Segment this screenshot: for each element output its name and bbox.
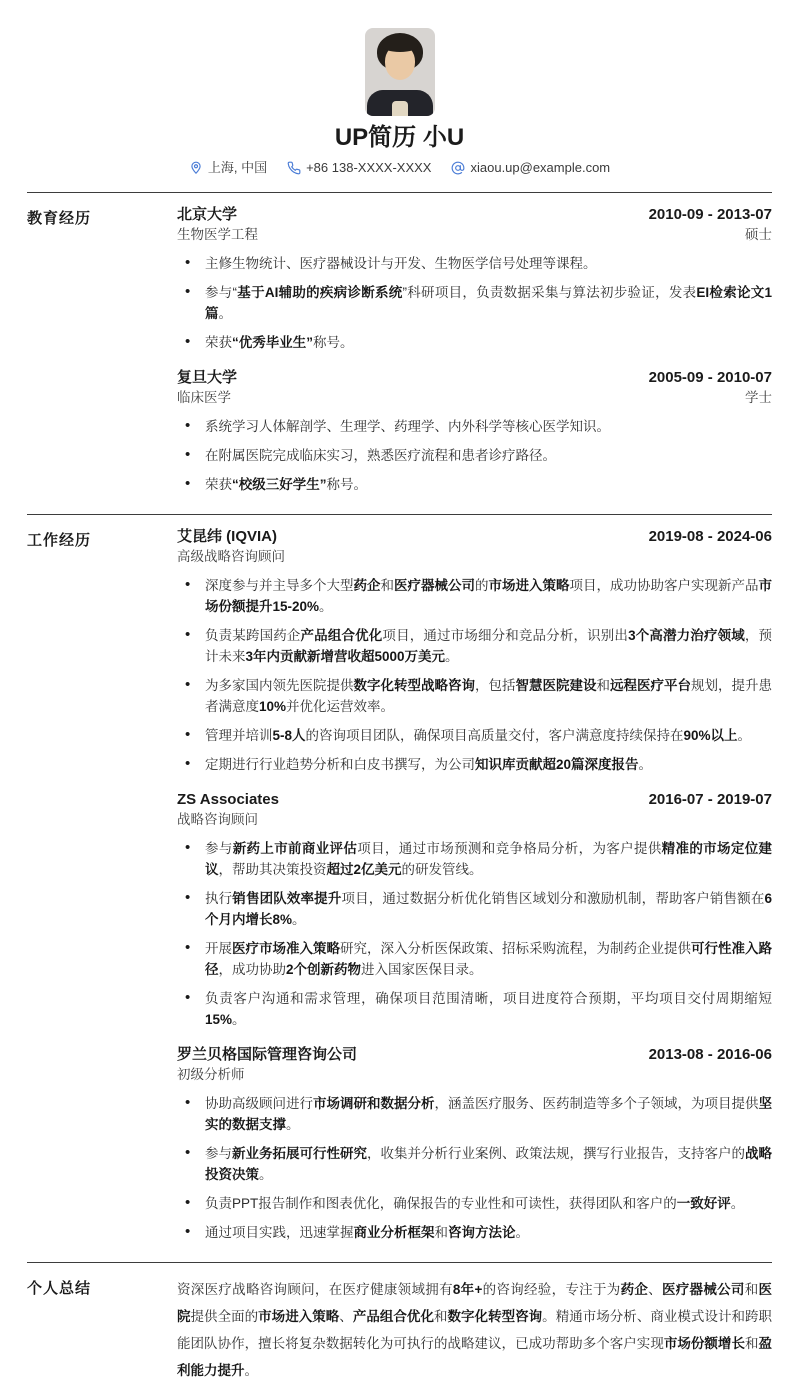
section-body: [177, 205, 772, 510]
bullet-item: [177, 938, 772, 980]
summary-paragraph: [177, 1275, 772, 1384]
bold-text: 90%以上: [683, 728, 738, 743]
contact-item: [287, 159, 431, 177]
text: 为多家国内领先医院提供: [205, 678, 354, 693]
email-icon: [451, 161, 465, 175]
text: 通过项目实践，迅速掌握: [205, 1225, 354, 1240]
text: 并优化运营效率。: [286, 699, 395, 714]
text: 系统学习人体解剖学、生理学、药理学、内外科学等核心医学知识。: [205, 419, 610, 434]
text: 提供全面的: [190, 1309, 259, 1324]
bullet-item: [177, 253, 772, 274]
bullet-item: [177, 1193, 772, 1214]
text: 荣获: [205, 477, 232, 492]
entry-subtitle-row: [177, 1065, 772, 1085]
text: ，涵盖医疗服务、医药制造等多个子领域，为项目提供: [434, 1096, 759, 1111]
text: 深度参与并主导多个大型: [205, 578, 354, 593]
bold-text: 数字化转型咨询: [447, 1309, 543, 1324]
bold-text: 5-8人: [272, 728, 306, 743]
bold-text: 10%: [259, 699, 287, 714]
bullet-item: [177, 838, 772, 880]
bold-text: 药企: [620, 1282, 649, 1297]
text: 管理并培训: [205, 728, 273, 743]
bullet-item: [177, 416, 772, 437]
text: ”科研项目，负责数据采集与算法初步验证，发表: [402, 285, 697, 300]
entry-title: 北京大学: [177, 206, 238, 223]
contact-row: [0, 159, 799, 177]
text: 参与: [205, 841, 233, 856]
entry-head: [177, 205, 772, 225]
text: 开展: [205, 941, 232, 956]
text: ，成功协助: [218, 962, 286, 977]
entry-title: 艾昆纬 (IQVIA): [177, 528, 277, 545]
phone-icon: [287, 161, 301, 175]
bold-text: 3个高潜力治疗领域: [628, 628, 745, 643]
text: 资深医疗战略咨询顾问，在医疗健康领域拥有: [177, 1282, 453, 1297]
bullet-list: [177, 575, 772, 775]
bullet-item: [177, 1093, 772, 1135]
bullet-item: [177, 725, 772, 746]
entry-degree: 学士: [745, 390, 772, 405]
bold-text: 8年+: [452, 1282, 483, 1297]
text: 负责某跨国药企: [205, 628, 301, 643]
text: 。: [232, 1012, 246, 1027]
section: [27, 514, 772, 1262]
bullet-item: [177, 675, 772, 717]
text: 。: [319, 599, 333, 614]
text: 。: [445, 649, 459, 664]
bullet-item: [177, 474, 772, 495]
bullet-item: [177, 754, 772, 775]
bold-text: 医院: [177, 1282, 773, 1324]
section-body: [177, 1275, 772, 1384]
text: 。: [286, 1117, 300, 1132]
bold-text: 基于AI辅助的疾病诊断系统: [237, 285, 403, 300]
entry-title: 罗兰贝格国际管理咨询公司: [177, 1046, 358, 1063]
text: 项目，成功协助客户实现新产品: [569, 578, 759, 593]
text: 。: [515, 1225, 529, 1240]
resume-header: [0, 0, 799, 192]
bullet-list: [177, 253, 772, 353]
bold-text: 2个创新药物: [286, 962, 362, 977]
text: 。: [259, 1167, 273, 1182]
entry: [177, 1045, 772, 1243]
entry-subtitle-row: [177, 388, 772, 408]
section-body: [177, 527, 772, 1258]
bold-text: 药企: [353, 578, 381, 593]
section-label: 工作经历: [27, 532, 92, 549]
text: ，包括: [475, 678, 516, 693]
entry-head: [177, 790, 772, 810]
text: 。精通市场分析、商业模式设计和跨职能团队协作，擅长将复杂数据转化为可执行的战略建议，已成功帮助多个客户实现: [177, 1309, 773, 1351]
text: ，收集并分析行业案例、政策法规，撰写行业报告，支持客户的: [367, 1146, 745, 1161]
bold-text: 3年内贡献新增营收超5000万美元: [245, 649, 446, 664]
bold-text: 咨询方法论: [448, 1225, 516, 1240]
text: ，预计未来: [205, 628, 773, 664]
bold-text: 市场调研和数据分析: [313, 1096, 435, 1111]
contact-item: [451, 159, 610, 177]
section-label: 个人总结: [27, 1280, 92, 1297]
text: 参与“: [205, 285, 238, 300]
text: 负责客户沟通和需求管理，确保项目范围清晰，项目进度符合预期，平均项目交付周期缩短: [205, 991, 772, 1006]
bold-text: 一致好评: [676, 1196, 731, 1211]
entry-degree: 硕士: [745, 227, 772, 242]
bold-text: 医疗器械公司: [661, 1282, 745, 1297]
bullet-item: [177, 1222, 772, 1243]
resume-sections: [0, 192, 799, 1388]
photo-fringe: [382, 40, 418, 52]
text: 的: [475, 578, 489, 593]
bold-text: 数字化转型战略咨询: [353, 678, 475, 693]
bullet-item: [177, 888, 772, 930]
entry-head: [177, 1045, 772, 1065]
entry-date: 2010-09 - 2013-07: [648, 206, 772, 223]
bullet-item: [177, 625, 772, 667]
bullet-list: [177, 416, 772, 495]
candidate-name: UP简历 小U: [334, 124, 465, 151]
contact-text: 上海, 中国: [207, 160, 268, 175]
text: 定期进行行业趋势分析和白皮书撰写，为公司: [205, 757, 475, 772]
text: 研究，深入分析医保政策、招标采购流程，为制药企业提供: [340, 941, 691, 956]
text: 和: [596, 678, 610, 693]
text: 和: [744, 1282, 759, 1297]
text: 。: [737, 728, 752, 743]
bold-text: 市场份额增长: [663, 1336, 745, 1351]
text: 、: [648, 1282, 662, 1297]
text: 和: [380, 578, 394, 593]
text: 的咨询项目团队，确保项目高质量交付，客户满意度持续保持在: [305, 728, 684, 743]
text: 和: [433, 1309, 448, 1324]
entry-head: [177, 368, 772, 388]
text: 协助高级顾问进行: [205, 1096, 313, 1111]
bold-text: “校级三好学生”: [232, 477, 327, 492]
entry-role: 临床医学: [177, 390, 231, 405]
text: 。: [292, 912, 306, 927]
text: 称号。: [326, 477, 367, 492]
entry: [177, 205, 772, 353]
text: 负责PPT报告制作和图表优化，确保报告的专业性和可读性，获得团队和客户的: [205, 1196, 677, 1211]
bold-text: 知识库贡献超20篇深度报告: [475, 757, 639, 772]
bold-text: 新业务拓展可行性研究: [232, 1146, 367, 1161]
bold-text: 商业分析框架: [353, 1225, 435, 1240]
text: 项目，通过数据分析优化销售区域划分和激励机制，帮助客户销售额在: [341, 891, 765, 906]
text: 的咨询经验，专注于为: [482, 1282, 621, 1297]
bold-text: EI检索论文1篇: [205, 285, 773, 321]
entry-role: 生物医学工程: [177, 227, 258, 242]
bold-text: 销售团队效率提升: [232, 891, 342, 906]
bold-text: “优秀毕业生”: [232, 335, 313, 350]
bold-text: 坚实的数据支撑: [205, 1096, 772, 1132]
bold-text: 盈利能力提升: [177, 1336, 773, 1378]
text: 进入国家医保目录。: [361, 962, 483, 977]
bold-text: 新药上市前商业评估: [232, 841, 358, 856]
entry-title: ZS Associates: [177, 791, 279, 808]
bold-text: 智慧医院建设: [515, 678, 597, 693]
profile-photo: [365, 28, 435, 116]
bold-text: 市场份额提升15-20%: [205, 578, 772, 614]
entry: [177, 368, 772, 495]
text: 、: [339, 1309, 353, 1324]
bold-text: 精准的市场定位建议: [205, 841, 773, 877]
text: 。: [218, 306, 232, 321]
entry-date: 2019-08 - 2024-06: [648, 528, 772, 545]
text: 称号。: [313, 335, 354, 350]
bullet-item: [177, 575, 772, 617]
bullet-item: [177, 988, 772, 1030]
contact-item: [189, 159, 267, 177]
text: 。: [244, 1363, 258, 1378]
entry-date: 2016-07 - 2019-07: [648, 791, 772, 808]
text: 荣获: [205, 335, 232, 350]
bold-text: 可行性准入路径: [205, 941, 772, 977]
bold-text: 产品组合优化: [352, 1309, 434, 1324]
bold-text: 6个月内增长8%: [205, 891, 773, 927]
section: [27, 192, 772, 514]
bullet-item: [177, 332, 772, 353]
text: ，帮助其决策投资: [218, 862, 327, 877]
text: 和: [744, 1336, 759, 1351]
text: 的研发管线。: [401, 862, 483, 877]
entry-role: 高级战略咨询顾问: [177, 549, 285, 564]
bold-text: 15%: [205, 1012, 233, 1027]
entry-role: 战略咨询顾问: [177, 812, 258, 827]
bullet-list: [177, 1093, 772, 1243]
bold-text: 医疗器械公司: [394, 578, 475, 593]
bold-text: 远程医疗平台: [610, 678, 691, 693]
contact-text: +86 138-XXXX-XXXX: [306, 160, 432, 175]
entry-role: 初级分析师: [177, 1067, 245, 1082]
entry: [177, 527, 772, 775]
entry-date: 2013-08 - 2016-06: [648, 1046, 772, 1063]
text: 主修生物统计、医疗器械设计与开发、生物医学信号处理等课程。: [205, 256, 597, 271]
text: 参与: [205, 1146, 232, 1161]
bold-text: 超过2亿美元: [326, 862, 402, 877]
text: 项目，通过市场细分和竞品分析，识别出: [382, 628, 629, 643]
entry-date: 2005-09 - 2010-07: [648, 369, 772, 386]
location-icon: [189, 161, 203, 175]
bullet-item: [177, 1143, 772, 1185]
text: 。: [638, 757, 653, 772]
photo-shirt: [392, 101, 408, 116]
entry-subtitle-row: [177, 810, 772, 830]
section-label: 教育经历: [27, 210, 92, 227]
entry-title: 复旦大学: [177, 369, 238, 386]
contact-text: xiaou.up@example.com: [470, 160, 611, 175]
bullet-list: [177, 838, 772, 1030]
bold-text: 市场进入策略: [258, 1309, 340, 1324]
entry-head: [177, 527, 772, 547]
text: 执行: [205, 891, 233, 906]
text: 项目，通过市场预测和竞争格局分析，为客户提供: [357, 841, 662, 856]
bold-text: 市场进入策略: [488, 578, 570, 593]
bold-text: 医疗市场准入策略: [232, 941, 340, 956]
text: 规划，提升患者满意度: [205, 678, 772, 714]
section: [27, 1262, 772, 1388]
bullet-item: [177, 445, 772, 466]
text: 和: [434, 1225, 448, 1240]
entry-subtitle-row: [177, 547, 772, 567]
bold-text: 战略投资决策: [205, 1146, 772, 1182]
text: 。: [730, 1196, 745, 1211]
bullet-item: [177, 282, 772, 324]
entry: [177, 790, 772, 1030]
bold-text: 产品组合优化: [300, 628, 383, 643]
entry-subtitle-row: [177, 225, 772, 245]
text: 在附属医院完成临床实习，熟悉医疗流程和患者诊疗路径。: [205, 448, 556, 463]
